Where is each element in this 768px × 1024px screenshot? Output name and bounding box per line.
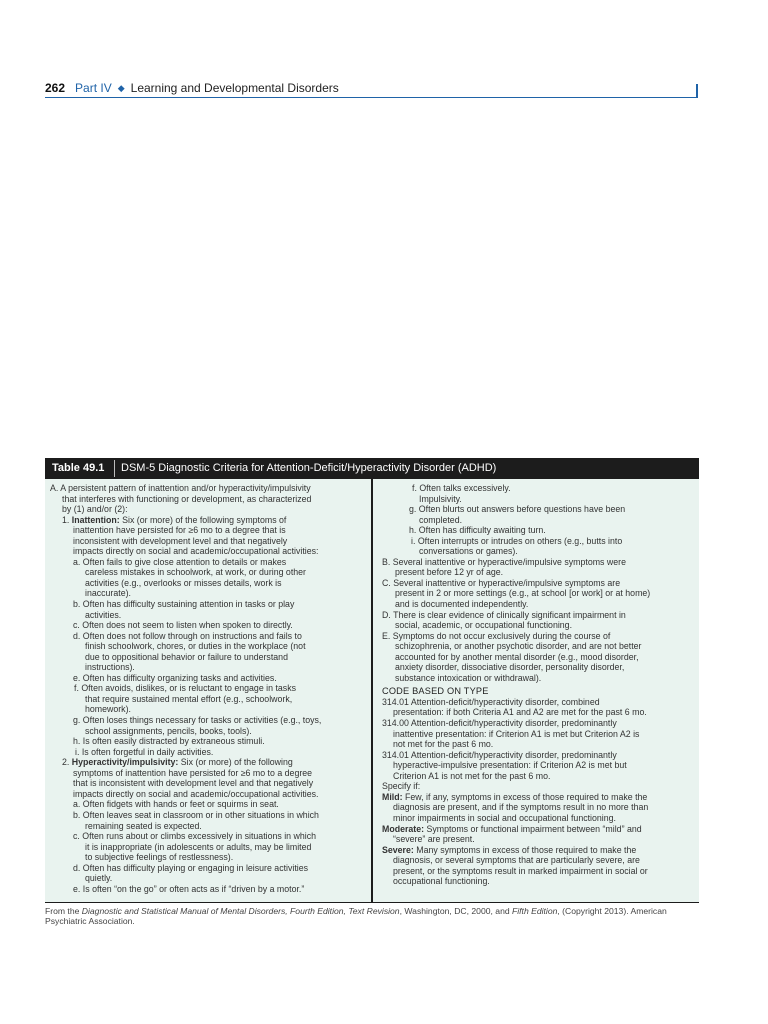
- criteria-text: instructions).: [85, 662, 135, 673]
- table-label: Table 49.1: [52, 462, 105, 474]
- criteria-text: inaccurate).: [85, 588, 131, 599]
- criteria-text: c. Often runs about or climbs excessively in situations in which: [73, 831, 316, 842]
- criteria-text: conversations or games).: [419, 546, 518, 557]
- running-header: [45, 80, 700, 98]
- criteria-text: present, or the symptoms result in marked impairment in social or: [393, 865, 648, 876]
- source-middle: , Washington, DC, 2000, and: [399, 906, 513, 916]
- criteria-line: [50, 515, 365, 526]
- criteria-text: that is inconsistent with development level and that negatively: [73, 778, 314, 789]
- right-column: [382, 483, 695, 887]
- criteria-text: Criterion A1 is not met for the past 6 mo.: [393, 770, 551, 781]
- criteria-text: Six (or more) of the following symptoms of: [119, 514, 287, 525]
- criteria-line: [382, 557, 695, 568]
- criteria-text: occupational functioning.: [393, 876, 490, 887]
- criteria-line: [382, 610, 695, 621]
- criteria-line: [50, 863, 365, 874]
- criteria-line: [382, 578, 695, 589]
- criteria-line: [382, 771, 695, 782]
- table-bottom-rule: [45, 902, 699, 903]
- criteria-line: [50, 778, 365, 789]
- criteria-text: to subjective feelings of restlessness).: [85, 852, 234, 863]
- page-number: 262: [45, 81, 66, 95]
- criteria-line: [382, 494, 695, 505]
- criteria-text: inattention have persisted for ≥6 mo to a degree that is: [73, 525, 286, 536]
- criteria-line: [50, 662, 365, 673]
- criteria-text: not met for the past 6 mo.: [393, 739, 494, 750]
- criteria-line: [382, 515, 695, 526]
- criteria-line: [50, 578, 365, 589]
- criteria-line: [50, 747, 365, 758]
- criteria-line: [50, 799, 365, 810]
- criteria-text: h. Is often easily distracted by extraneous stimuli.: [73, 736, 265, 747]
- criteria-text: activities.: [85, 609, 122, 620]
- criteria-line: [50, 620, 365, 631]
- criteria-text: E. Symptoms do not occur exclusively during the course of: [382, 630, 611, 641]
- header-rule-end-mark: [696, 84, 698, 98]
- criteria-text: due to oppositional behavior or failure to understand: [85, 651, 288, 662]
- criteria-line: [382, 707, 695, 718]
- criteria-line: [382, 760, 695, 771]
- criteria-text: i. Is often forgetful in daily activities.: [75, 746, 214, 757]
- criteria-text: h. Often has difficulty awaiting turn.: [409, 525, 546, 536]
- criteria-line: [382, 588, 695, 599]
- source-title-1: Diagnostic and Statistical Manual of Mental Disorders, Fourth Edition, Text Revision: [81, 906, 400, 916]
- criteria-text: impacts directly on social and academic/occupational activities:: [73, 546, 319, 557]
- criteria-text: and is documented independently.: [395, 599, 529, 610]
- criteria-text: presentation: if both Criteria A1 and A2 are met for the past 6 mo.: [393, 707, 647, 718]
- criteria-text: inattentive presentation: if Criterion A1 is met but Criterion A2 is: [393, 728, 640, 739]
- source-suffix: , (Copyright 2013). American: [557, 906, 667, 916]
- criteria-line: [382, 739, 695, 750]
- criteria-text: A. A persistent pattern of inattention and/or hyperactivity/impulsivity: [50, 483, 311, 493]
- criteria-text: d. Often does not follow through on instructions and fails to: [73, 630, 302, 641]
- header-rule: [45, 97, 698, 98]
- criteria-line: [50, 704, 365, 715]
- criteria-text: d. Often has difficulty playing or engaging in leisure activities: [73, 862, 309, 873]
- criteria-line: [382, 504, 695, 515]
- criteria-text: Few, if any, symptoms in excess of those required to make the: [402, 791, 648, 802]
- criteria-text: inconsistent with development level and that negatively: [73, 535, 288, 546]
- criteria-text: minor impairments in social and occupational functioning.: [393, 812, 616, 823]
- criteria-text: e. Is often “on the go” or often acts as if “driven by a motor.”: [73, 883, 305, 894]
- table-title: DSM-5 Diagnostic Criteria for Attention-Deficit/Hyperactivity Disorder (ADHD): [121, 462, 497, 474]
- criteria-text: by (1) and/or (2):: [62, 504, 128, 515]
- criteria-line: [50, 673, 365, 684]
- criteria-line: [382, 718, 695, 729]
- criteria-text: careless mistakes in schoolwork, at work, or during other: [85, 567, 306, 578]
- criteria-text: g. Often blurts out answers before questions have been: [409, 504, 626, 515]
- criteria-text: Many symptoms in excess of those required to make the: [413, 844, 637, 855]
- criteria-line: [50, 631, 365, 642]
- criteria-line: [50, 715, 365, 726]
- criteria-term: Mild:: [382, 791, 403, 802]
- criteria-text: a. Often fails to give close attention to details or makes: [73, 556, 287, 567]
- criteria-line: [50, 557, 365, 568]
- criteria-text: Six (or more) of the following: [178, 757, 293, 768]
- criteria-line: [382, 750, 695, 761]
- criteria-text: hyperactive-impulsive presentation: if Criterion A2 is met but: [393, 760, 627, 771]
- criteria-term: Hyperactivity/impulsivity:: [71, 757, 179, 768]
- source-prefix: From the: [45, 906, 82, 916]
- criteria-line: [382, 834, 695, 845]
- criteria-text: activities (e.g., overlooks or misses details, work is: [85, 577, 282, 588]
- criteria-line: [50, 789, 365, 800]
- criteria-line: [382, 652, 695, 663]
- criteria-text: schizophrenia, or another psychotic disorder, and are not better: [395, 641, 642, 652]
- criteria-line: [382, 845, 695, 856]
- criteria-text: remaining seated is expected.: [85, 820, 202, 831]
- criteria-line: [382, 876, 695, 887]
- criteria-text: symptoms of inattention have persisted for ≥6 mo to a degree: [73, 767, 313, 778]
- criteria-text: present before 12 yr of age.: [395, 567, 504, 578]
- criteria-line: [50, 694, 365, 705]
- criteria-text: completed.: [419, 514, 463, 525]
- criteria-line: [50, 652, 365, 663]
- criteria-line: [50, 768, 365, 779]
- criteria-text: present in 2 or more settings (e.g., at school [or work] or at home): [395, 588, 651, 599]
- criteria-text: D. There is clear evidence of clinically significant impairment in: [382, 609, 626, 620]
- criteria-line: [382, 673, 695, 684]
- criteria-line: [50, 821, 365, 832]
- criteria-text: Impulsivity.: [419, 493, 462, 504]
- left-column: [50, 483, 365, 894]
- source-note-line-2: Psychiatric Association.: [45, 916, 135, 927]
- criteria-line: [382, 546, 695, 557]
- criteria-line: [50, 546, 365, 557]
- criteria-line: [382, 525, 695, 536]
- criteria-text: “severe” are present.: [393, 834, 475, 845]
- criteria-line: [382, 855, 695, 866]
- criteria-line: [50, 567, 365, 578]
- criteria-line: [50, 831, 365, 842]
- chapter-title: Learning and Developmental Disorders: [130, 81, 339, 95]
- criteria-text: that interferes with functioning or development, as characterized: [62, 493, 312, 504]
- criteria-line: [382, 781, 695, 792]
- item-number: 2.: [62, 757, 72, 768]
- criteria-line: [382, 620, 695, 631]
- criteria-line: [382, 641, 695, 652]
- criteria-text: b. Often leaves seat in classroom or in other situations in which: [73, 809, 319, 820]
- criteria-text: c. Often does not seem to listen when spoken to directly.: [73, 620, 293, 631]
- criteria-line: [382, 824, 695, 835]
- criteria-text: school assignments, pencils, books, tools).: [85, 725, 252, 736]
- criteria-line: [50, 536, 365, 547]
- criteria-text: quietly.: [85, 873, 113, 884]
- criteria-line: [382, 866, 695, 877]
- criteria-line: [50, 852, 365, 863]
- item-number: 1.: [62, 514, 72, 525]
- criteria-list-right: [382, 483, 695, 683]
- criteria-line: [382, 536, 695, 547]
- criteria-line: [50, 736, 365, 747]
- criteria-text: finish schoolwork, chores, or duties in the workplace (not: [85, 641, 306, 652]
- criteria-term: Inattention:: [71, 514, 120, 525]
- diamond-separator-icon: ◆: [117, 83, 125, 93]
- criteria-line: [50, 810, 365, 821]
- criteria-text: g. Often loses things necessary for tasks or activities (e.g., toys,: [73, 715, 322, 726]
- criteria-line: [50, 842, 365, 853]
- source-title-2: Fifth Edition: [512, 906, 558, 916]
- criteria-line: [50, 494, 365, 505]
- criteria-line: [382, 792, 695, 803]
- criteria-line: [382, 483, 695, 494]
- criteria-text: diagnosis, or several symptoms that are particularly severe, are: [393, 855, 640, 866]
- criteria-text: e. Often has difficulty organizing tasks and activities.: [73, 672, 277, 683]
- criteria-text: that require sustained mental effort (e.g., schoolwork,: [85, 693, 293, 704]
- code-list: [382, 697, 695, 887]
- criteria-line: [50, 525, 365, 536]
- criteria-text: a. Often fidgets with hands or feet or squirms in seat.: [73, 799, 279, 810]
- criteria-line: [50, 726, 365, 737]
- running-header-text: [45, 81, 339, 96]
- criteria-text: B. Several inattentive or hyperactive/impulsive symptoms were: [382, 556, 626, 567]
- criteria-text: accounted for by another mental disorder (e.g., mood disorder,: [395, 651, 639, 662]
- criteria-line: [382, 631, 695, 642]
- criteria-line: [382, 802, 695, 813]
- criteria-line: [50, 641, 365, 652]
- criteria-text: anxiety disorder, dissociative disorder, personality disorder,: [395, 662, 625, 673]
- criteria-line: [50, 483, 365, 494]
- criteria-term: Moderate:: [382, 823, 425, 834]
- criteria-line: [50, 599, 365, 610]
- criteria-line: [382, 662, 695, 673]
- table-title-bar: [45, 458, 699, 479]
- table-title-divider: [114, 460, 115, 477]
- source-note-line-1: [45, 906, 700, 916]
- criteria-text: b. Often has difficulty sustaining attention in tasks or play: [73, 599, 295, 610]
- criteria-term: Severe:: [382, 844, 414, 855]
- table-body: [45, 479, 699, 902]
- criteria-text: f. Often talks excessively.: [412, 483, 511, 493]
- criteria-text: f. Often avoids, dislikes, or is reluctant to engage in tasks: [74, 683, 296, 694]
- criteria-line: [50, 683, 365, 694]
- criteria-text: diagnosis are present, and if the symptoms result in no more than: [393, 802, 649, 813]
- criteria-line: [50, 873, 365, 884]
- criteria-text: C. Several inattentive or hyperactive/impulsive symptoms are: [382, 577, 621, 588]
- criteria-line: [382, 729, 695, 740]
- source-note: [45, 906, 700, 927]
- criteria-text: social, academic, or occupational functioning.: [395, 620, 573, 631]
- criteria-text: impacts directly on social and academic/occupational activities.: [73, 788, 319, 799]
- criteria-line: [50, 504, 365, 515]
- criteria-line: [382, 697, 695, 708]
- criteria-text: homework).: [85, 704, 131, 715]
- criteria-text: Symptoms or functional impairment between “mild” and: [424, 823, 642, 834]
- criteria-text: Specify if:: [382, 781, 421, 792]
- code-heading: CODE BASED ON TYPE: [382, 686, 489, 697]
- criteria-text: 314.01 Attention-deficit/hyperactivity disorder, predominantly: [382, 749, 617, 760]
- part-label: Part IV: [75, 81, 112, 95]
- criteria-text: 314.00 Attention-deficit/hyperactivity disorder, predominantly: [382, 718, 617, 729]
- criteria-line: [50, 757, 365, 768]
- criteria-text: 314.01 Attention-deficit/hyperactivity disorder, combined: [382, 696, 600, 707]
- criteria-line: [50, 884, 365, 895]
- criteria-line: [382, 567, 695, 578]
- criteria-line: [382, 599, 695, 610]
- criteria-text: i. Often interrupts or intrudes on others (e.g., butts into: [411, 535, 623, 546]
- criteria-line: [50, 588, 365, 599]
- criteria-text: substance intoxication or withdrawal).: [395, 672, 542, 683]
- criteria-line: [382, 813, 695, 824]
- criteria-line: [50, 610, 365, 621]
- column-divider: [371, 479, 373, 902]
- criteria-text: it is inappropriate (in adolescents or adults, may be limited: [85, 841, 312, 852]
